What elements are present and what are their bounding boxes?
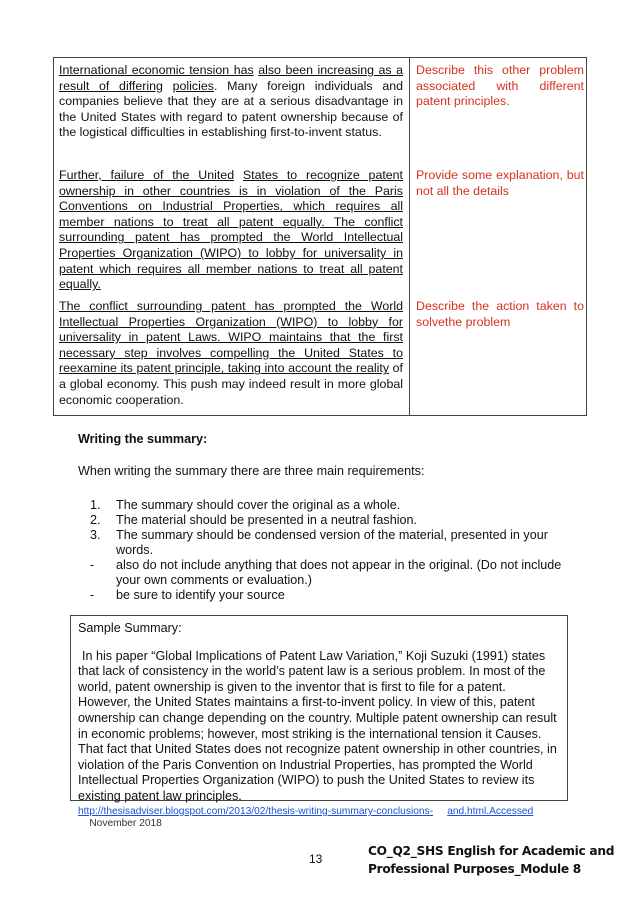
original-text-run — [234, 168, 243, 182]
requirement-item — [78, 513, 578, 528]
writing-summary-heading: Writing the summary: — [78, 432, 208, 446]
sample-summary-body: In his paper “Global Implications of Patent Law Variation,” Koji Suzuki (1991) states that lack of consistency in the world’s patent law is a serious problem. In most of the world, patent ownership is given to the inventor that is first to file for a patent. However, the United States maintains a first-to-invent policy. In view of this, patent ownership can change depending on the country. Multiple patent ownership can result in economic problems; however, most striking is the international tension it Causes. That fact that United States does not recognize patent ownership in other countries, in violation of the Paris Convention on Industrial Properties, has prompted the World Intellectual Properties Organization (WIPO) to push the United States to review its existing patent law principles. — [78, 648, 557, 803]
note-cell-2: Provide some explanation, but not all the details — [416, 168, 584, 198]
source-date: November 2018 — [89, 818, 162, 829]
original-text-cell-2 — [59, 168, 403, 293]
note-cell-1: Describe this other problem associated with different patent principles. — [416, 63, 584, 109]
original-text-run: The conflict surrounding patent has prompted the World Intellectual Properties Organization (WIPO) to lobby for universality in patent Laws. WIPO maintains that the first necessary step involves compelling the United States to reexamine its patent principle, taking into account the reality — [59, 299, 403, 376]
original-text-run: policies — [172, 78, 214, 93]
table-column-divider — [409, 58, 410, 415]
footer-module-title — [368, 842, 614, 878]
page-number: 13 — [309, 852, 323, 866]
writing-summary-intro: When writing the summary there are three main requirements: — [78, 464, 425, 478]
list-marker: - — [90, 558, 95, 572]
requirements-list — [78, 498, 578, 603]
source-link-continued[interactable]: and.html.Accessed — [447, 806, 534, 817]
requirement-item — [78, 588, 578, 603]
requirement-text: The summary should cover the original as a whole. — [116, 498, 401, 512]
sample-summary-title: Sample Summary: — [78, 621, 182, 635]
requirement-text: The summary should be condensed version of the material, presented in your words. — [116, 528, 548, 557]
original-text-run: of a global economy. This push may indeed result in more global economic cooperation. — [59, 361, 403, 407]
footer-title-line-2: Professional Purposes_Module 8 — [368, 862, 581, 876]
original-text-run: also been increasing as a result of differing — [59, 63, 403, 93]
note-cell-3: Describe the action taken to solvethe problem — [416, 299, 584, 329]
requirement-text: The material should be presented in a neutral fashion. — [116, 513, 418, 527]
original-text-run: International economic tension has — [59, 63, 254, 77]
list-marker: 3. — [90, 528, 101, 542]
sample-summary-box — [70, 615, 568, 801]
requirement-item — [78, 498, 578, 513]
requirement-text: be sure to identify your source — [116, 588, 285, 602]
original-text-cell-1 — [59, 63, 403, 141]
original-text-cell-3 — [59, 299, 403, 408]
requirement-item — [78, 558, 578, 588]
footer-title-line-1: CO_Q2_SHS English for Academic and — [368, 844, 615, 858]
list-marker: 2. — [90, 513, 101, 527]
original-text-run: States to recognize patent ownership in other countries is in violation of the Paris Conventions on Industrial Properties, which requires all member nations to treat all patent equally. The conflict surrounding patent has prompted the World Intellectual Properties Organization (WIPO) to lobby for universality in patent which requires all member nations to treat all patent equally. — [59, 168, 404, 292]
analysis-table — [53, 57, 587, 416]
original-text-run — [163, 79, 173, 93]
source-link[interactable]: http://thesisadviser.blogspot.com/2013/02/thesis-writing-summary-conclusions- — [78, 806, 434, 817]
original-text-run: Further, failure of the United — [59, 168, 235, 182]
list-marker: - — [90, 588, 95, 602]
original-text-run: . Many foreign individuals and companies believe that they are at a serious disadvantage in the United States with regard to patent ownership because of the logistical difficulties in establishing first-to-invent status. — [59, 78, 403, 140]
source-citation — [78, 806, 578, 830]
list-marker: 1. — [90, 498, 101, 512]
requirement-text: also do not include anything that does not appear in the original. (Do not include your own comments or evaluation.) — [116, 558, 562, 587]
requirement-item — [78, 528, 578, 558]
